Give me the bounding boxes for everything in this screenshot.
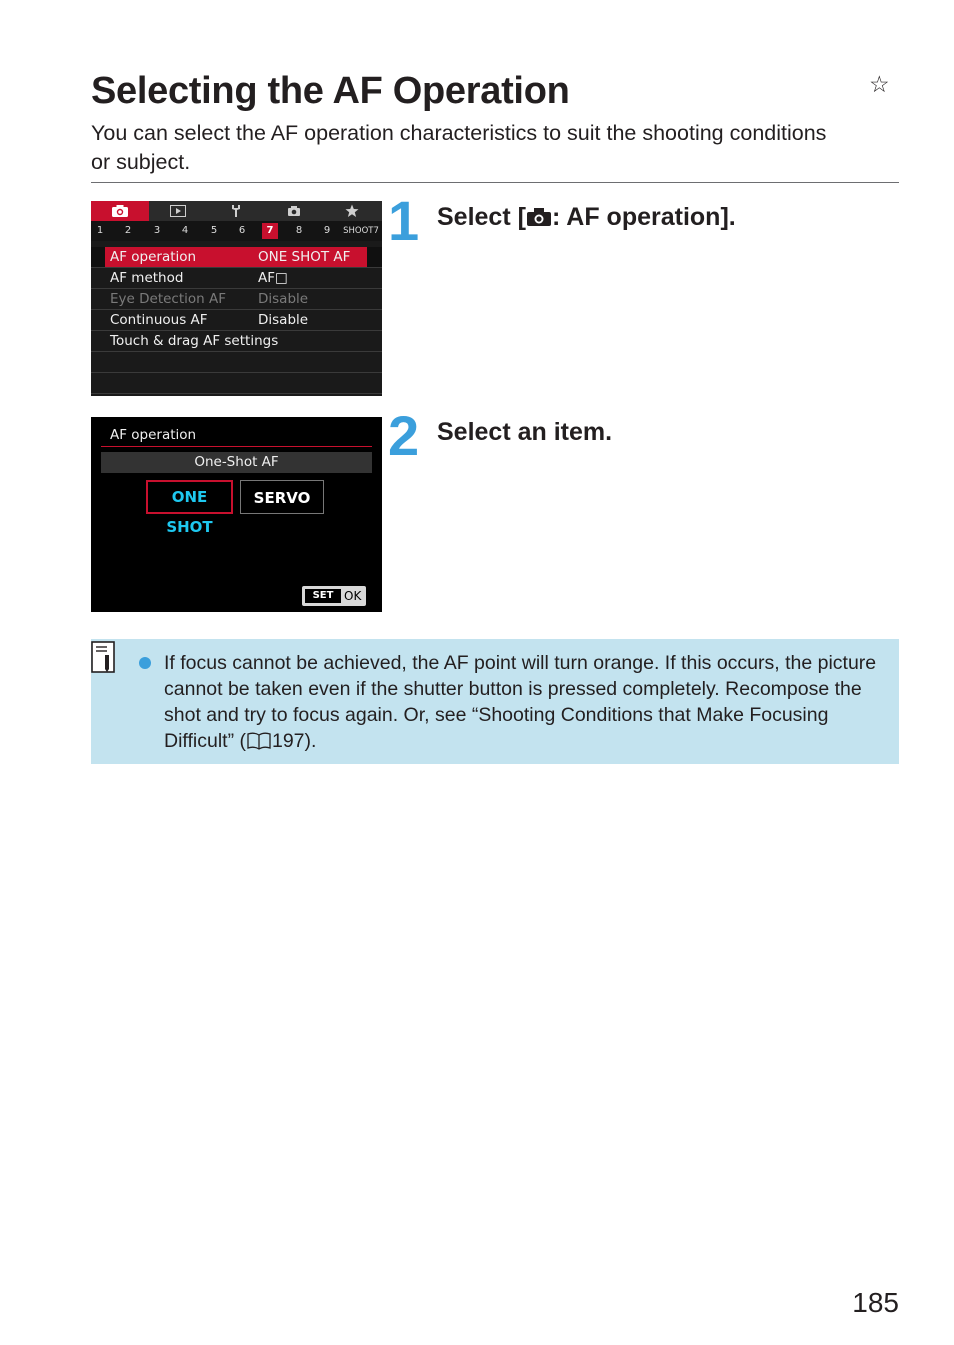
set-label: SET — [305, 589, 341, 603]
menu-row-label: Touch & drag AF settings — [110, 333, 279, 349]
menu-tab-bar — [91, 201, 382, 221]
star-icon[interactable] — [323, 201, 381, 221]
menu-row-value: Disable — [258, 291, 309, 307]
note-box — [91, 639, 899, 764]
book-icon — [246, 732, 272, 750]
page-reference[interactable]: 197 — [271, 730, 305, 752]
page-num[interactable]: 9 — [323, 225, 331, 236]
menu-row-label: AF operation — [110, 249, 197, 265]
note-text-part: If focus cannot be achieved, the AF point will turn orange. If this occurs, the picture cannot be taken even if the shutter button is pressed completely. Recompose the shot and try to focus again. Or, see “Shooting Conditions that Make Focusing Difficult” ( — [164, 652, 877, 752]
menu-row-eye-detection[interactable] — [91, 289, 382, 310]
page-num[interactable]: 4 — [181, 225, 189, 236]
step-number: 1 — [388, 189, 417, 252]
menu-row-label: Continuous AF — [110, 312, 208, 328]
menu-row-af-method[interactable] — [91, 268, 382, 289]
menu-row-value: Disable — [258, 312, 309, 328]
menu-row-empty — [91, 373, 382, 394]
note-text — [164, 650, 894, 754]
page-num[interactable]: 6 — [238, 225, 246, 236]
menu-page-label: SHOOT7 — [343, 226, 379, 236]
menu-row-label: Eye Detection AF — [110, 291, 226, 307]
page-num-active[interactable]: 7 — [262, 223, 278, 239]
camera-icon[interactable] — [91, 201, 149, 221]
af-operation-screen — [91, 417, 382, 612]
set-ok-button[interactable] — [302, 586, 366, 606]
step-number: 2 — [388, 404, 417, 467]
page-title: Selecting the AF Operation — [91, 70, 570, 112]
step-text: Select an item. — [437, 418, 613, 446]
camera-icon — [526, 207, 552, 227]
page-number: 185 — [852, 1287, 899, 1318]
menu-row-value: ONE SHOT AF — [258, 249, 351, 265]
one-shot-button[interactable]: ONE SHOT — [146, 480, 233, 514]
menu-page-numbers — [91, 221, 382, 241]
step-text — [437, 201, 736, 233]
memo-icon — [91, 641, 117, 673]
intro-text: You can select the AF operation characteristics to suit the shooting conditions or subject. — [91, 121, 827, 174]
wrench-icon[interactable] — [207, 201, 265, 221]
title-underline — [101, 446, 372, 447]
ok-label: OK — [344, 589, 362, 603]
page-num[interactable]: 1 — [96, 225, 104, 236]
menu-row-value: AF□ — [258, 270, 288, 286]
step-text-part: : AF operation]. — [551, 203, 736, 231]
star-icon: ☆ — [869, 71, 890, 97]
page-num[interactable]: 8 — [295, 225, 303, 236]
bullet-icon — [139, 657, 151, 669]
page-num[interactable]: 5 — [210, 225, 218, 236]
servo-button[interactable]: SERVO — [240, 480, 324, 514]
page-num[interactable]: 3 — [153, 225, 161, 236]
custom-icon[interactable] — [265, 201, 323, 221]
menu-row-touch-drag[interactable] — [91, 331, 382, 352]
divider — [91, 182, 899, 183]
step-text-part: Select [ — [437, 203, 526, 231]
menu-row-af-operation[interactable] — [91, 247, 382, 268]
menu-row-empty — [91, 352, 382, 373]
menu-screen — [91, 201, 382, 396]
screen-title: AF operation — [110, 427, 197, 443]
menu-row-label: AF method — [110, 270, 184, 286]
note-text-part: ). — [304, 730, 317, 752]
page-num[interactable]: 2 — [124, 225, 132, 236]
current-setting: One-Shot AF — [101, 452, 372, 473]
play-icon[interactable] — [149, 201, 207, 221]
menu-row-continuous-af[interactable] — [91, 310, 382, 331]
